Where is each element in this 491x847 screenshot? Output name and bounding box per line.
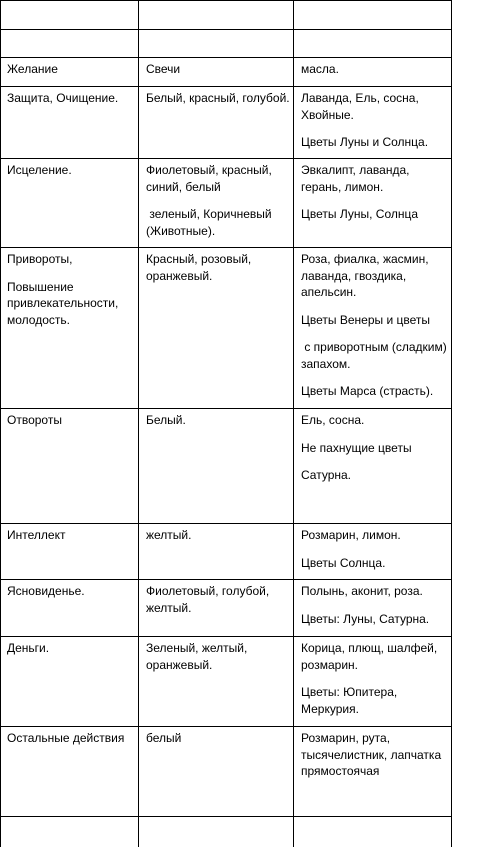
desire-text: Интеллект <box>7 528 66 542</box>
oils-text: Цветы Марса (страсть). <box>301 384 434 398</box>
row-protection-desire <box>7 86 135 107</box>
oils-text: Цветы Солнца. <box>301 555 386 570</box>
oils-text: Цветы Венеры и цветы <box>301 312 431 327</box>
oils-text: Розмарин, рута, тысячелистник, лапчатка прямостоячая <box>301 731 442 778</box>
candles-text: белый <box>146 731 182 745</box>
oils-text: Полынь, аконит, роза. <box>301 584 423 598</box>
candles-text: Белый, красный, голубой. <box>146 91 290 105</box>
header-desire <box>7 57 135 78</box>
row-protection-oils <box>301 86 449 151</box>
row-divider <box>0 816 452 817</box>
oils-text: Роза, фиалка, жасмин, лаванда, гвоздика, апельсин. <box>301 252 429 299</box>
oils-text: Корица, плющ, шалфей, розмарин. <box>301 641 438 672</box>
candles-text: Белый. <box>146 413 186 427</box>
candles-text: зеленый, Коричневый (Животные). <box>146 207 275 238</box>
oils-text: Цветы Луны, Солнца <box>301 207 419 221</box>
candles-text: желтый. <box>146 528 192 542</box>
oils-text: Розмарин, лимон. <box>301 528 401 542</box>
oils-text: Цветы Луны и Солнца. <box>301 135 429 149</box>
header-candles-text: Свечи <box>146 62 181 76</box>
candles-text: Красный, розовый, оранжевый. <box>146 252 252 283</box>
row-intellect-oils <box>301 523 449 571</box>
column-divider <box>293 0 294 847</box>
row-love-candles <box>146 247 291 284</box>
oils-text: с приворотным (сладким) запахом. <box>301 340 451 371</box>
candles-text: Зеленый, желтый, оранжевый. <box>146 641 248 672</box>
oils-text: Эвкалипт, лаванда, герань, лимон. <box>301 163 410 194</box>
column-divider <box>138 0 139 847</box>
row-healing-candles <box>146 158 291 239</box>
header-oils-text: масла. <box>301 62 339 76</box>
header-candles <box>146 57 291 78</box>
row-banishing-oils <box>301 408 449 484</box>
header-desire-text: Желание <box>7 62 58 76</box>
desire-text: Повышение привлекательности, молодость. <box>7 279 119 327</box>
candles-text: Фиолетовый, голубой, желтый. <box>146 584 270 615</box>
row-clairvoyance-desire <box>7 579 135 600</box>
row-other-oils <box>301 726 449 780</box>
desire-text: Остальные действия <box>7 731 125 745</box>
row-money-desire <box>7 636 135 657</box>
oils-text: Сатурна. <box>301 468 352 482</box>
row-money-candles <box>146 636 291 673</box>
desire-text: Деньги. <box>7 641 50 655</box>
row-healing-desire <box>7 158 135 179</box>
row-protection-candles <box>146 86 291 107</box>
desire-text: Привороты, <box>7 252 73 266</box>
row-other-candles <box>146 726 291 747</box>
row-intellect-desire <box>7 523 135 544</box>
desire-text: Отвороты <box>7 413 62 427</box>
row-clairvoyance-oils <box>301 579 449 627</box>
row-intellect-candles <box>146 523 291 544</box>
column-divider <box>0 0 1 847</box>
header-oils <box>301 57 449 78</box>
row-other-desire <box>7 726 135 747</box>
desire-text: Защита, Очищение. <box>7 91 119 105</box>
desire-text: Ясновиденье. <box>7 584 85 598</box>
oils-text: Ель, сосна. <box>301 413 365 427</box>
oils-text: Не пахнущие цветы <box>301 440 412 455</box>
row-divider <box>0 0 452 1</box>
row-healing-oils <box>301 158 449 223</box>
oils-text: Цветы: Юпитера, Меркурия. <box>301 685 398 716</box>
candles-text: Фиолетовый, красный, синий, белый <box>146 163 272 194</box>
oils-text: Цветы: Луны, Сатурна. <box>301 611 430 626</box>
row-banishing-candles <box>146 408 291 429</box>
column-divider <box>451 0 452 847</box>
oils-text: Лаванда, Ель, сосна, Хвойные. <box>301 91 419 122</box>
row-love-desire <box>7 247 135 328</box>
row-clairvoyance-candles <box>146 579 291 616</box>
desire-text: Исцеление. <box>7 163 72 177</box>
row-money-oils <box>301 636 449 717</box>
row-banishing-desire <box>7 408 135 429</box>
row-love-oils <box>301 247 449 400</box>
row-divider <box>0 29 452 30</box>
